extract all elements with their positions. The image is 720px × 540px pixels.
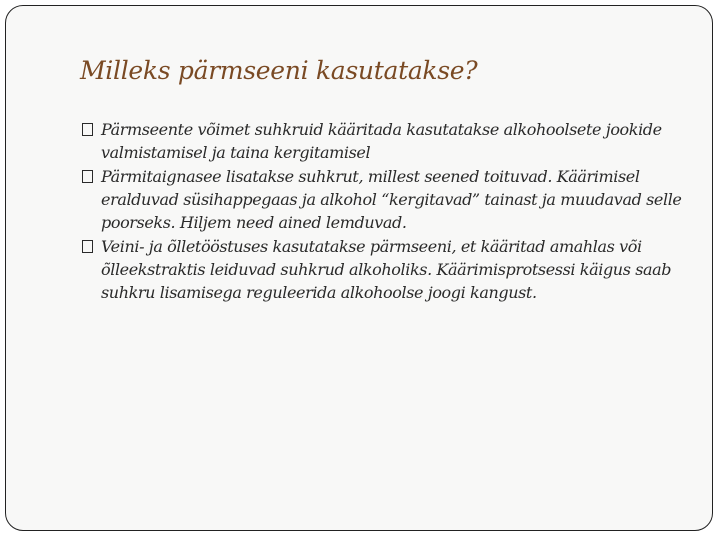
missing-glyph-box-icon	[82, 240, 93, 253]
missing-glyph-box-icon	[82, 170, 93, 183]
bullet-item	[82, 118, 682, 164]
bullet-item	[82, 235, 682, 304]
bullet-item	[82, 165, 682, 234]
slide-title: Milleks pärmseeni kasutatakse?	[80, 56, 478, 85]
missing-glyph-box-icon	[82, 123, 93, 136]
bullet-text: Pärmseente võimet suhkruid kääritada kasutatakse alkohoolsete jookide valmistamisel ja taina kergitamisel	[101, 120, 662, 162]
slide-body	[82, 118, 682, 305]
bullet-text: Pärmitaignasee lisatakse suhkrut, millest seened toituvad. Käärimisel eralduvad süsihappegaas ja alkohol “kergitavad” tainast ja muudavad selle poorseks. Hiljem need ained lemduvad.	[101, 167, 682, 232]
bullet-text: Veini- ja õlletööstuses kasutatakse pärmseeni, et kääritad amahlas või õlleekstraktis leiduvad suhkrud alkoholiks. Käärimisprotsessi käigus saab suhkru lisamisega reguleerida alkohoolse joogi kangust.	[101, 237, 672, 302]
